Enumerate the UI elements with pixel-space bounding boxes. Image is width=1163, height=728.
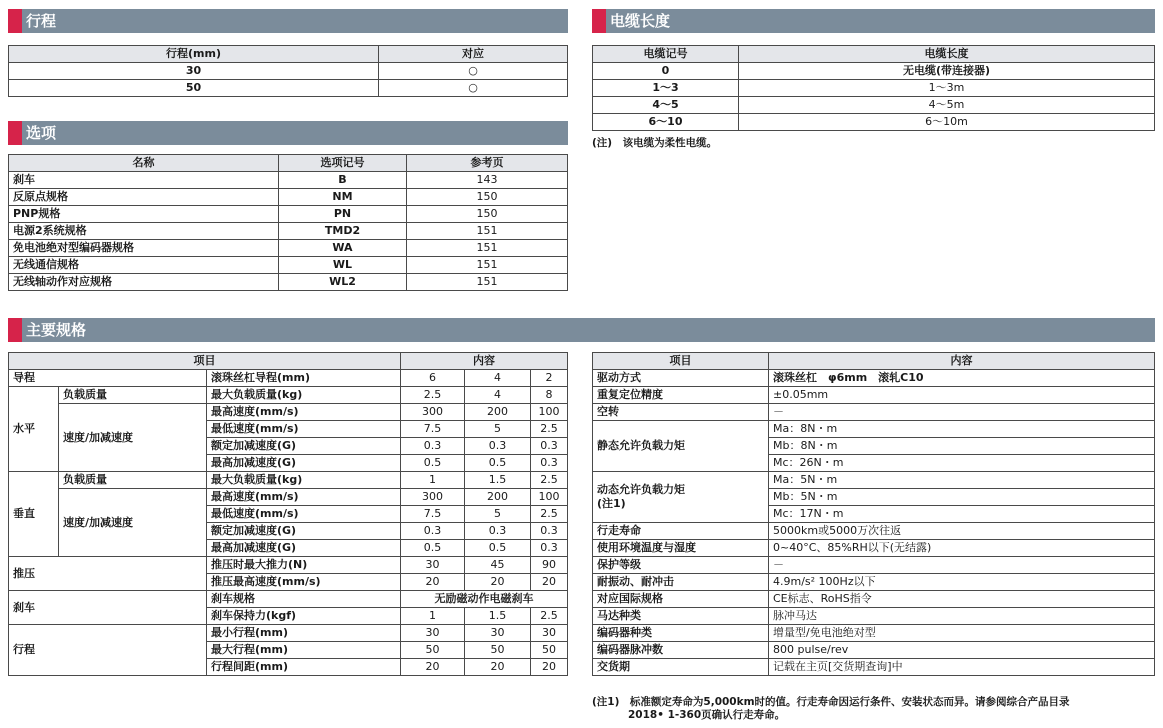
table-row — [593, 114, 1155, 131]
spec-value: Mc：17N・m — [769, 506, 1155, 523]
spec-value: 增量型/免电池绝对型 — [769, 625, 1155, 642]
spec-value: 2.5 — [401, 387, 465, 404]
option-name: 无线通信规格 — [9, 257, 279, 274]
spec-item: 静态允许负载力矩 — [593, 421, 769, 472]
stroke-header-mm: 行程(mm) — [9, 46, 379, 63]
spec-item: 滚珠丝杠导程(mm) — [207, 370, 401, 387]
spec-value: Ma：8N・m — [769, 421, 1155, 438]
spec-value: 7.5 — [401, 421, 465, 438]
option-page: 150 — [407, 206, 568, 223]
spec-value: 30 — [465, 625, 531, 642]
spec-item: 最大负载质量(kg) — [207, 472, 401, 489]
table-row — [9, 172, 568, 189]
spec-value: 0.3 — [465, 438, 531, 455]
spec-value: 800 pulse/rev — [769, 642, 1155, 659]
cable-section-header — [592, 9, 1155, 33]
section-marker — [592, 9, 606, 33]
spec-item: 最高加减速度(G) — [207, 540, 401, 557]
spec-value: 4 — [465, 370, 531, 387]
spec-item: 额定加减速度(G) — [207, 523, 401, 540]
cable-length: 4～5m — [739, 97, 1155, 114]
spec-value: 50 — [531, 642, 568, 659]
spec-value: 记载在主页[交货期查询]中 — [769, 659, 1155, 676]
table-row — [593, 540, 1155, 557]
spec-value: 20 — [401, 659, 465, 676]
left-header-content: 内容 — [401, 353, 568, 370]
section-marker — [8, 318, 22, 342]
table-row — [9, 257, 568, 274]
option-name: PNP规格 — [9, 206, 279, 223]
spec-value: 200 — [465, 489, 531, 506]
table-row — [593, 421, 1155, 438]
spec-value: 100 — [531, 489, 568, 506]
options-table — [8, 154, 568, 291]
option-code: PN — [279, 206, 407, 223]
spec-value: 5 — [465, 506, 531, 523]
option-code: WL — [279, 257, 407, 274]
table-row — [593, 608, 1155, 625]
table-row — [9, 489, 568, 506]
cable-header-length: 电缆长度 — [739, 46, 1155, 63]
spec-item: 最低速度(mm/s) — [207, 506, 401, 523]
left-header-item: 项目 — [9, 353, 401, 370]
spec-item: 最高速度(mm/s) — [207, 489, 401, 506]
spec-item: 编码器种类 — [593, 625, 769, 642]
table-row — [593, 574, 1155, 591]
spec-item: 最大行程(mm) — [207, 642, 401, 659]
spec-item: 交货期 — [593, 659, 769, 676]
spec-value: 1.5 — [465, 472, 531, 489]
spec-value: 8 — [531, 387, 568, 404]
spec-value: 30 — [401, 625, 465, 642]
spec-value: 0.5 — [465, 540, 531, 557]
spec-item: 耐振动、耐冲击 — [593, 574, 769, 591]
main-spec-right-table — [592, 352, 1155, 676]
spec-value: 2.5 — [531, 506, 568, 523]
main-spec-section-title: 主要规格 — [26, 321, 87, 339]
sub-group-label: 负载质量 — [59, 472, 207, 489]
spec-value: CE标志、RoHS指令 — [769, 591, 1155, 608]
spec-value: － — [769, 404, 1155, 421]
spec-value: 100 — [531, 404, 568, 421]
spec-value: 6 — [401, 370, 465, 387]
spec-value: 5 — [465, 421, 531, 438]
spec-item: 最高加减速度(G) — [207, 455, 401, 472]
options-section-header — [8, 121, 568, 145]
spec-value: 1 — [401, 472, 465, 489]
life-footnote-line2: 2018• 1-360页确认行走寿命。 — [628, 709, 786, 721]
table-row — [9, 370, 568, 387]
life-footnote-line1: (注1) 标准额定寿命为5,000km时的值。行走寿命因运行条件、安装状态而异。请参阅综合产品目录 — [592, 696, 1070, 708]
table-row — [593, 80, 1155, 97]
option-code: NM — [279, 189, 407, 206]
option-page: 151 — [407, 274, 568, 291]
spec-value: Ma：5N・m — [769, 472, 1155, 489]
option-name: 无线轴动作对应规格 — [9, 274, 279, 291]
group-label: 行程 — [9, 625, 207, 676]
support-mark: ○ — [468, 64, 478, 77]
table-row — [9, 63, 568, 80]
spec-value: 50 — [401, 642, 465, 659]
spec-value: 0.3 — [531, 438, 568, 455]
spec-value: 0.3 — [401, 438, 465, 455]
cable-section-title: 电缆长度 — [610, 12, 671, 30]
sub-group-label: 速度/加减速度 — [59, 404, 207, 472]
table-row — [9, 223, 568, 240]
group-label: 水平 — [9, 387, 59, 472]
stroke-table — [8, 45, 568, 97]
table-row — [9, 189, 568, 206]
right-header-content: 内容 — [769, 353, 1155, 370]
spec-item: 重复定位精度 — [593, 387, 769, 404]
cable-table — [592, 45, 1155, 131]
table-row — [593, 642, 1155, 659]
options-header-page: 参考页 — [407, 155, 568, 172]
spec-value: 300 — [401, 489, 465, 506]
stroke-support — [379, 63, 568, 80]
option-name: 电源2系统规格 — [9, 223, 279, 240]
spec-item: 对应国际规格 — [593, 591, 769, 608]
table-row — [9, 80, 568, 97]
spec-value: 90 — [531, 557, 568, 574]
cable-code: 6～10 — [593, 114, 739, 131]
sub-group-label: 负载质量 — [59, 387, 207, 404]
spec-value: Mc：26N・m — [769, 455, 1155, 472]
table-row — [593, 387, 1155, 404]
table-row — [9, 591, 568, 608]
stroke-support — [379, 80, 568, 97]
spec-item: 推压时最大推力(N) — [207, 557, 401, 574]
option-name: 免电池绝对型编码器规格 — [9, 240, 279, 257]
table-row — [9, 625, 568, 642]
stroke-value: 50 — [9, 80, 379, 97]
spec-value: 2.5 — [531, 608, 568, 625]
spec-value: 2.5 — [531, 421, 568, 438]
spec-item: 空转 — [593, 404, 769, 421]
table-row — [593, 523, 1155, 540]
option-page: 150 — [407, 189, 568, 206]
options-header-name: 名称 — [9, 155, 279, 172]
group-label: 导程 — [9, 370, 207, 387]
spec-value: 脉冲马达 — [769, 608, 1155, 625]
spec-item: 马达种类 — [593, 608, 769, 625]
spec-value: 0~40°C、85%RH以下(无结露) — [769, 540, 1155, 557]
spec-item: 使用环境温度与湿度 — [593, 540, 769, 557]
spec-value: 20 — [465, 574, 531, 591]
option-name: 反原点规格 — [9, 189, 279, 206]
spec-item: 刹车规格 — [207, 591, 401, 608]
dynamic-moment-label: 动态允许负载力矩 — [597, 483, 685, 496]
spec-value: 2.5 — [531, 472, 568, 489]
right-header-item: 项目 — [593, 353, 769, 370]
spec-item: 最低速度(mm/s) — [207, 421, 401, 438]
table-row — [9, 387, 568, 404]
cable-length: 1～3m — [739, 80, 1155, 97]
section-marker — [8, 121, 22, 145]
spec-item: 驱动方式 — [593, 370, 769, 387]
spec-value: 1.5 — [465, 608, 531, 625]
spec-value: 20 — [401, 574, 465, 591]
group-label: 推压 — [9, 557, 207, 591]
spec-value: 0.3 — [531, 455, 568, 472]
dynamic-moment-note-ref: (注1) — [597, 497, 626, 510]
table-row — [593, 370, 1155, 387]
cable-length: 6～10m — [739, 114, 1155, 131]
spec-item: 最大负载质量(kg) — [207, 387, 401, 404]
table-row — [593, 591, 1155, 608]
spec-value: 滚珠丝杠 φ6mm 滚轧C10 — [769, 370, 1155, 387]
cable-length: 无电缆(带连接器) — [739, 63, 1155, 80]
spec-value: 20 — [531, 659, 568, 676]
option-code: TMD2 — [279, 223, 407, 240]
table-row — [593, 557, 1155, 574]
stroke-section-title: 行程 — [26, 12, 57, 30]
cable-code: 0 — [593, 63, 739, 80]
spec-item: 额定加减速度(G) — [207, 438, 401, 455]
option-code: B — [279, 172, 407, 189]
sub-group-label: 速度/加减速度 — [59, 489, 207, 557]
spec-value: Mb：5N・m — [769, 489, 1155, 506]
spec-item — [593, 472, 769, 523]
table-row — [9, 557, 568, 574]
support-mark: ○ — [468, 81, 478, 94]
spec-value: 300 — [401, 404, 465, 421]
table-row — [9, 206, 568, 223]
spec-value: 4 — [465, 387, 531, 404]
main-spec-section-header — [8, 318, 1155, 342]
spec-item: 编码器脉冲数 — [593, 642, 769, 659]
table-row — [593, 97, 1155, 114]
stroke-value: 30 — [9, 63, 379, 80]
option-page: 151 — [407, 223, 568, 240]
option-code: WA — [279, 240, 407, 257]
spec-value: 0.3 — [401, 523, 465, 540]
spec-item: 行程间距(mm) — [207, 659, 401, 676]
option-page: 151 — [407, 257, 568, 274]
table-row — [9, 404, 568, 421]
options-section-title: 选项 — [26, 124, 57, 142]
spec-value: 7.5 — [401, 506, 465, 523]
spec-item: 行走寿命 — [593, 523, 769, 540]
spec-value: 0.5 — [401, 455, 465, 472]
table-row — [593, 404, 1155, 421]
spec-item: 保护等级 — [593, 557, 769, 574]
spec-value: 0.3 — [531, 523, 568, 540]
table-row — [593, 625, 1155, 642]
spec-value: 1 — [401, 608, 465, 625]
spec-value: 0.3 — [465, 523, 531, 540]
spec-value: 30 — [531, 625, 568, 642]
spec-value: 0.5 — [401, 540, 465, 557]
spec-value: 0.3 — [531, 540, 568, 557]
table-row — [9, 472, 568, 489]
group-label: 垂直 — [9, 472, 59, 557]
spec-item: 最高速度(mm/s) — [207, 404, 401, 421]
spec-value: 5000km或5000万次往返 — [769, 523, 1155, 540]
spec-value: 200 — [465, 404, 531, 421]
spec-value: 20 — [531, 574, 568, 591]
spec-value: 30 — [401, 557, 465, 574]
spec-value: 45 — [465, 557, 531, 574]
spec-value: 0.5 — [465, 455, 531, 472]
group-label: 刹车 — [9, 591, 207, 625]
cable-code: 4～5 — [593, 97, 739, 114]
spec-value: 20 — [465, 659, 531, 676]
cable-code: 1～3 — [593, 80, 739, 97]
life-footnote — [592, 696, 1070, 722]
table-row — [593, 659, 1155, 676]
option-name: 刹车 — [9, 172, 279, 189]
cable-note: (注) 该电缆为柔性电缆。 — [592, 137, 718, 149]
spec-value: 4.9m/s² 100Hz以下 — [769, 574, 1155, 591]
stroke-section-header — [8, 9, 568, 33]
table-row — [593, 63, 1155, 80]
main-spec-left-table — [8, 352, 568, 676]
option-code: WL2 — [279, 274, 407, 291]
option-page: 151 — [407, 240, 568, 257]
table-row — [593, 472, 1155, 489]
options-header-code: 选项记号 — [279, 155, 407, 172]
spec-value: ±0.05mm — [769, 387, 1155, 404]
spec-value: 50 — [465, 642, 531, 659]
spec-value: 无励磁动作电磁刹车 — [401, 591, 568, 608]
spec-value: Mb：8N・m — [769, 438, 1155, 455]
table-row — [9, 274, 568, 291]
option-page: 143 — [407, 172, 568, 189]
cable-header-code: 电缆记号 — [593, 46, 739, 63]
spec-value: 2 — [531, 370, 568, 387]
spec-item: 推压最高速度(mm/s) — [207, 574, 401, 591]
spec-item: 刹车保持力(kgf) — [207, 608, 401, 625]
spec-value: － — [769, 557, 1155, 574]
table-row — [9, 240, 568, 257]
stroke-header-support: 对应 — [379, 46, 568, 63]
section-marker — [8, 9, 22, 33]
spec-item: 最小行程(mm) — [207, 625, 401, 642]
